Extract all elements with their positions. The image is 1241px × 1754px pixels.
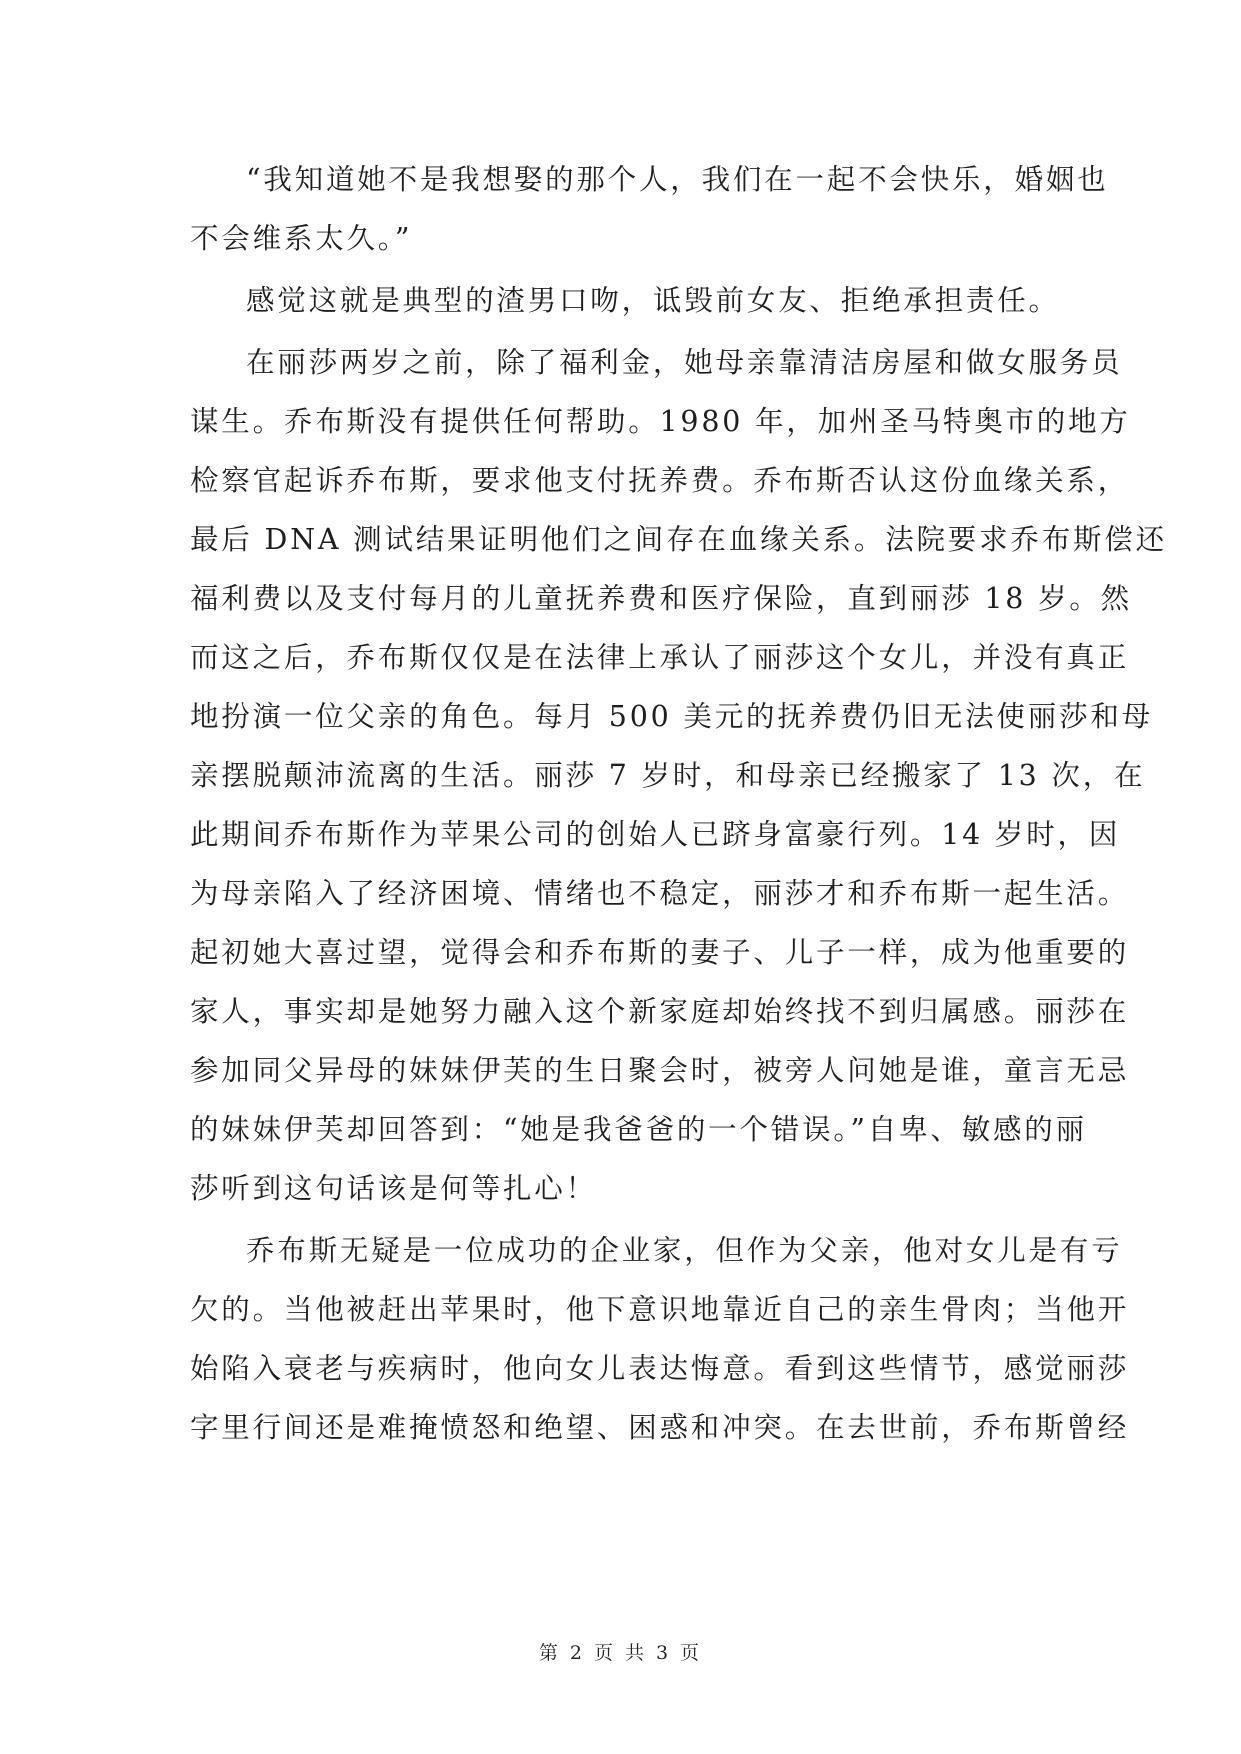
- text-line: 起初她大喜过望，觉得会和乔布斯的妻子、儿子一样，成为他重要的: [190, 936, 1130, 969]
- text-line: 始陷入衰老与疾病时，他向女儿表达悔意。看到这些情节，感觉丽莎: [190, 1352, 1130, 1385]
- text-line: 检察官起诉乔布斯，要求他支付抚养费。乔布斯否认这份血缘关系，: [190, 464, 1130, 497]
- text-line: 参加同父异母的妹妹伊芙的生日聚会时，被旁人问她是谁，童言无忌: [190, 1054, 1130, 1087]
- text-line: 不会维系太久。”: [190, 222, 413, 255]
- text-line: 福利费以及支付每月的儿童抚养费和医疗保险，直到丽莎 18 岁。然: [190, 582, 1132, 615]
- text-line: 家人，事实却是她努力融入这个新家庭却始终找不到归属感。丽莎在: [190, 995, 1130, 1028]
- text-line: 感觉这就是典型的渣男口吻，诋毁前女友、拒绝承担责任。: [246, 284, 1060, 317]
- text-line: 莎听到这句话该是何等扎心！: [190, 1172, 597, 1205]
- text-line: “我知道她不是我想娶的那个人，我们在一起不会快乐，婚姻也: [246, 163, 1109, 196]
- text-line: 字里行间还是难掩愤怒和绝望、困惑和冲突。在去世前，乔布斯曾经: [190, 1411, 1130, 1444]
- text-line: 欠的。当他被赶出苹果时，他下意识地靠近自己的亲生骨肉；当他开: [190, 1293, 1130, 1326]
- text-line: 谋生。乔布斯没有提供任何帮助。1980 年，加州圣马特奥市的地方: [190, 405, 1131, 438]
- text-line: 地扮演一位父亲的角色。每月 500 美元的抚养费仍旧无法使丽莎和母: [190, 700, 1153, 733]
- text-line: 乔布斯无疑是一位成功的企业家，但作为父亲，他对女儿是有亏: [246, 1234, 1123, 1267]
- text-line: 在丽莎两岁之前，除了福利金，她母亲靠清洁房屋和做女服务员: [246, 346, 1123, 379]
- text-line: 此期间乔布斯作为苹果公司的创始人已跻身富豪行列。14 岁时，因: [190, 818, 1121, 851]
- text-line: 最后 DNA 测试结果证明他们之间存在血缘关系。法院要求乔布斯偿还: [190, 523, 1167, 556]
- text-line: 的妹妹伊芙却回答到：“她是我爸爸的一个错误。”自卑、敏感的丽: [190, 1113, 1087, 1146]
- page-number: 第 2 页 共 3 页: [538, 1642, 703, 1664]
- text-line: 而这之后，乔布斯仅仅是在法律上承认了丽莎这个女儿，并没有真正: [190, 641, 1130, 674]
- text-line: 亲摆脱颠沛流离的生活。丽莎 7 岁时，和母亲已经搬家了 13 次，在: [190, 759, 1146, 792]
- text-line: 为母亲陷入了经济困境、情绪也不稳定，丽莎才和乔布斯一起生活。: [190, 877, 1130, 910]
